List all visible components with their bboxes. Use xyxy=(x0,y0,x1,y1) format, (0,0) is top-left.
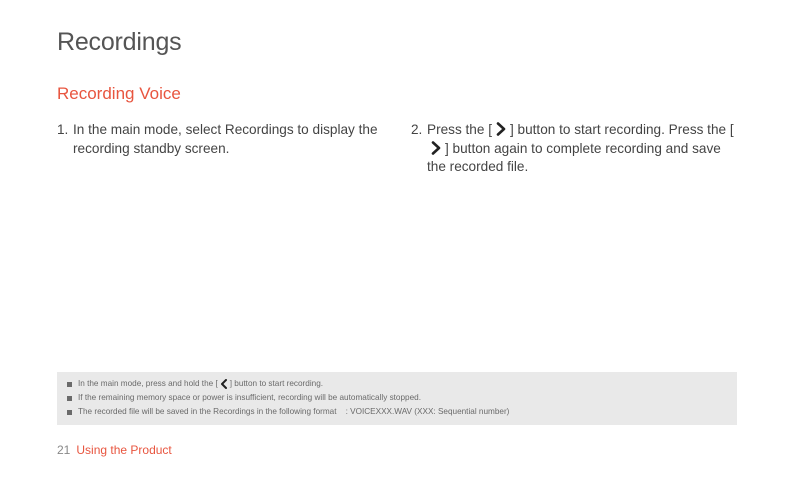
note-text: ] button to start recording. xyxy=(229,379,324,388)
chevron-right-icon xyxy=(495,122,507,136)
step-2 xyxy=(411,121,741,177)
note-text: The recorded file will be saved in the Recordings in the following format : VOICEXXX.WAV (XXX: Sequential number) xyxy=(78,407,510,416)
square-bullet-icon xyxy=(67,382,72,387)
page-footer xyxy=(57,443,172,457)
notes-box xyxy=(57,372,737,425)
footer-section-link[interactable]: Using the Product xyxy=(76,443,172,457)
square-bullet-icon xyxy=(67,410,72,415)
step-text xyxy=(427,121,741,177)
step-text-part: ] button to start recording. Press the [ xyxy=(509,122,734,137)
page-number: 21 xyxy=(57,443,71,457)
note-text: If the remaining memory space or power is insufficient, recording will be automatically stopped. xyxy=(78,393,421,402)
page-title: Recordings xyxy=(57,28,182,56)
step-1 xyxy=(57,121,387,158)
step-text-part: Press the [ xyxy=(427,122,492,137)
note-item xyxy=(67,405,737,419)
chevron-right-icon xyxy=(430,141,442,155)
step-number: 1. xyxy=(57,122,69,137)
section-title: Recording Voice xyxy=(57,84,181,103)
note-item xyxy=(67,377,737,391)
square-bullet-icon xyxy=(67,396,72,401)
note-text: In the main mode, press and hold the [ xyxy=(78,379,218,388)
chevron-left-icon xyxy=(220,379,228,389)
note-item xyxy=(67,391,737,405)
step-text: In the main mode, select Recordings to display the recording standby screen. xyxy=(73,122,378,156)
step-number: 2. xyxy=(411,122,423,137)
step-text-part: ] button again to complete recording and save the recorded file. xyxy=(427,140,721,174)
